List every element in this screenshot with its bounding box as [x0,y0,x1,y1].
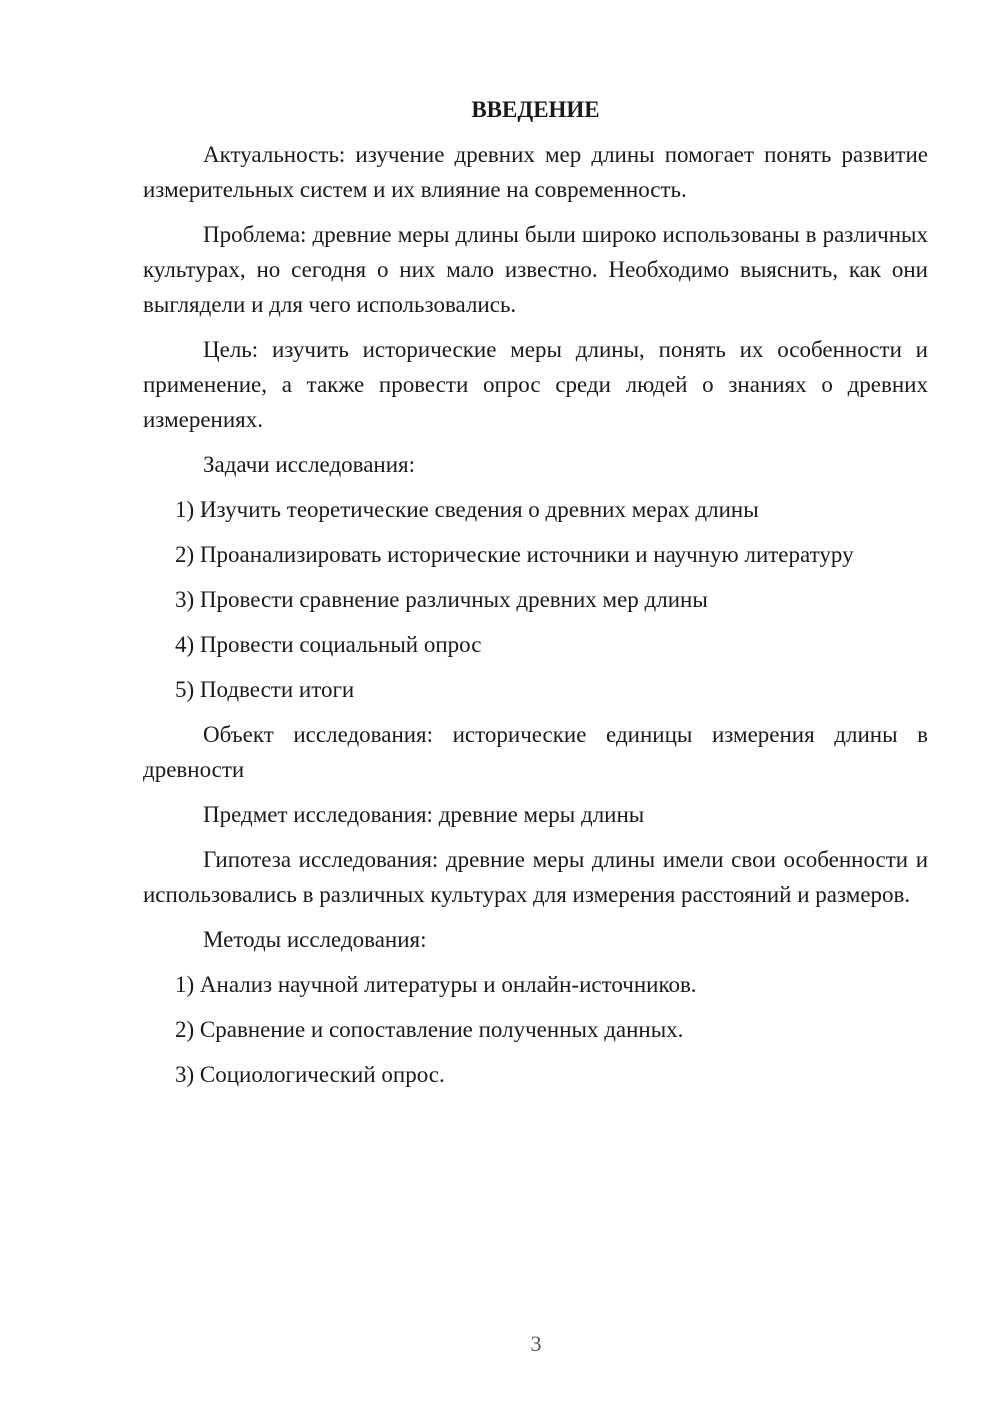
section-title: ВВЕДЕНИЕ [471,97,600,122]
hypothesis-paragraph: Гипотеза исследования: древние меры длины имели свои особенности и использовались в различных культурах для измерения расстояний и размеров. [143,847,928,907]
list-item: 1) Анализ научной литературы и онлайн-источников. [175,972,697,997]
goal-paragraph: Цель: изучить исторические меры длины, понять их особенности и применение, а также провести опрос среди людей о знаниях о древних измерениях. [143,337,928,432]
list-item: 2) Сравнение и сопоставление полученных данных. [175,1017,684,1042]
relevance-paragraph: Актуальность: изучение древних мер длины помогает понять развитие измерительных систем и их влияние на современность. [143,142,928,202]
page-number: 3 [530,1331,542,1356]
methods-heading: Методы исследования: [203,927,427,952]
list-item: 3) Провести сравнение различных древних мер длины [175,587,708,612]
object-paragraph: Объект исследования: исторические единицы измерения длины в древности [143,722,928,782]
list-item: 4) Провести социальный опрос [175,632,482,657]
tasks-heading: Задачи исследования: [203,452,416,477]
list-item: 5) Подвести итоги [175,677,355,702]
problem-paragraph: Проблема: древние меры длины были широко использованы в различных культурах, но сегодня о них мало известно. Необходимо выяснить, как они выглядели и для чего использовались. [143,222,928,317]
page-content [143,96,928,1102]
list-item: 3) Социологический опрос. [175,1062,445,1087]
list-item: 2) Проанализировать исторические источники и научную литературу [175,542,854,567]
methods-list [143,967,928,1092]
tasks-list [143,492,928,707]
subject-paragraph: Предмет исследования: древние меры длины [203,802,645,827]
list-item: 1) Изучить теоретические сведения о древних мерах длины [175,497,759,522]
